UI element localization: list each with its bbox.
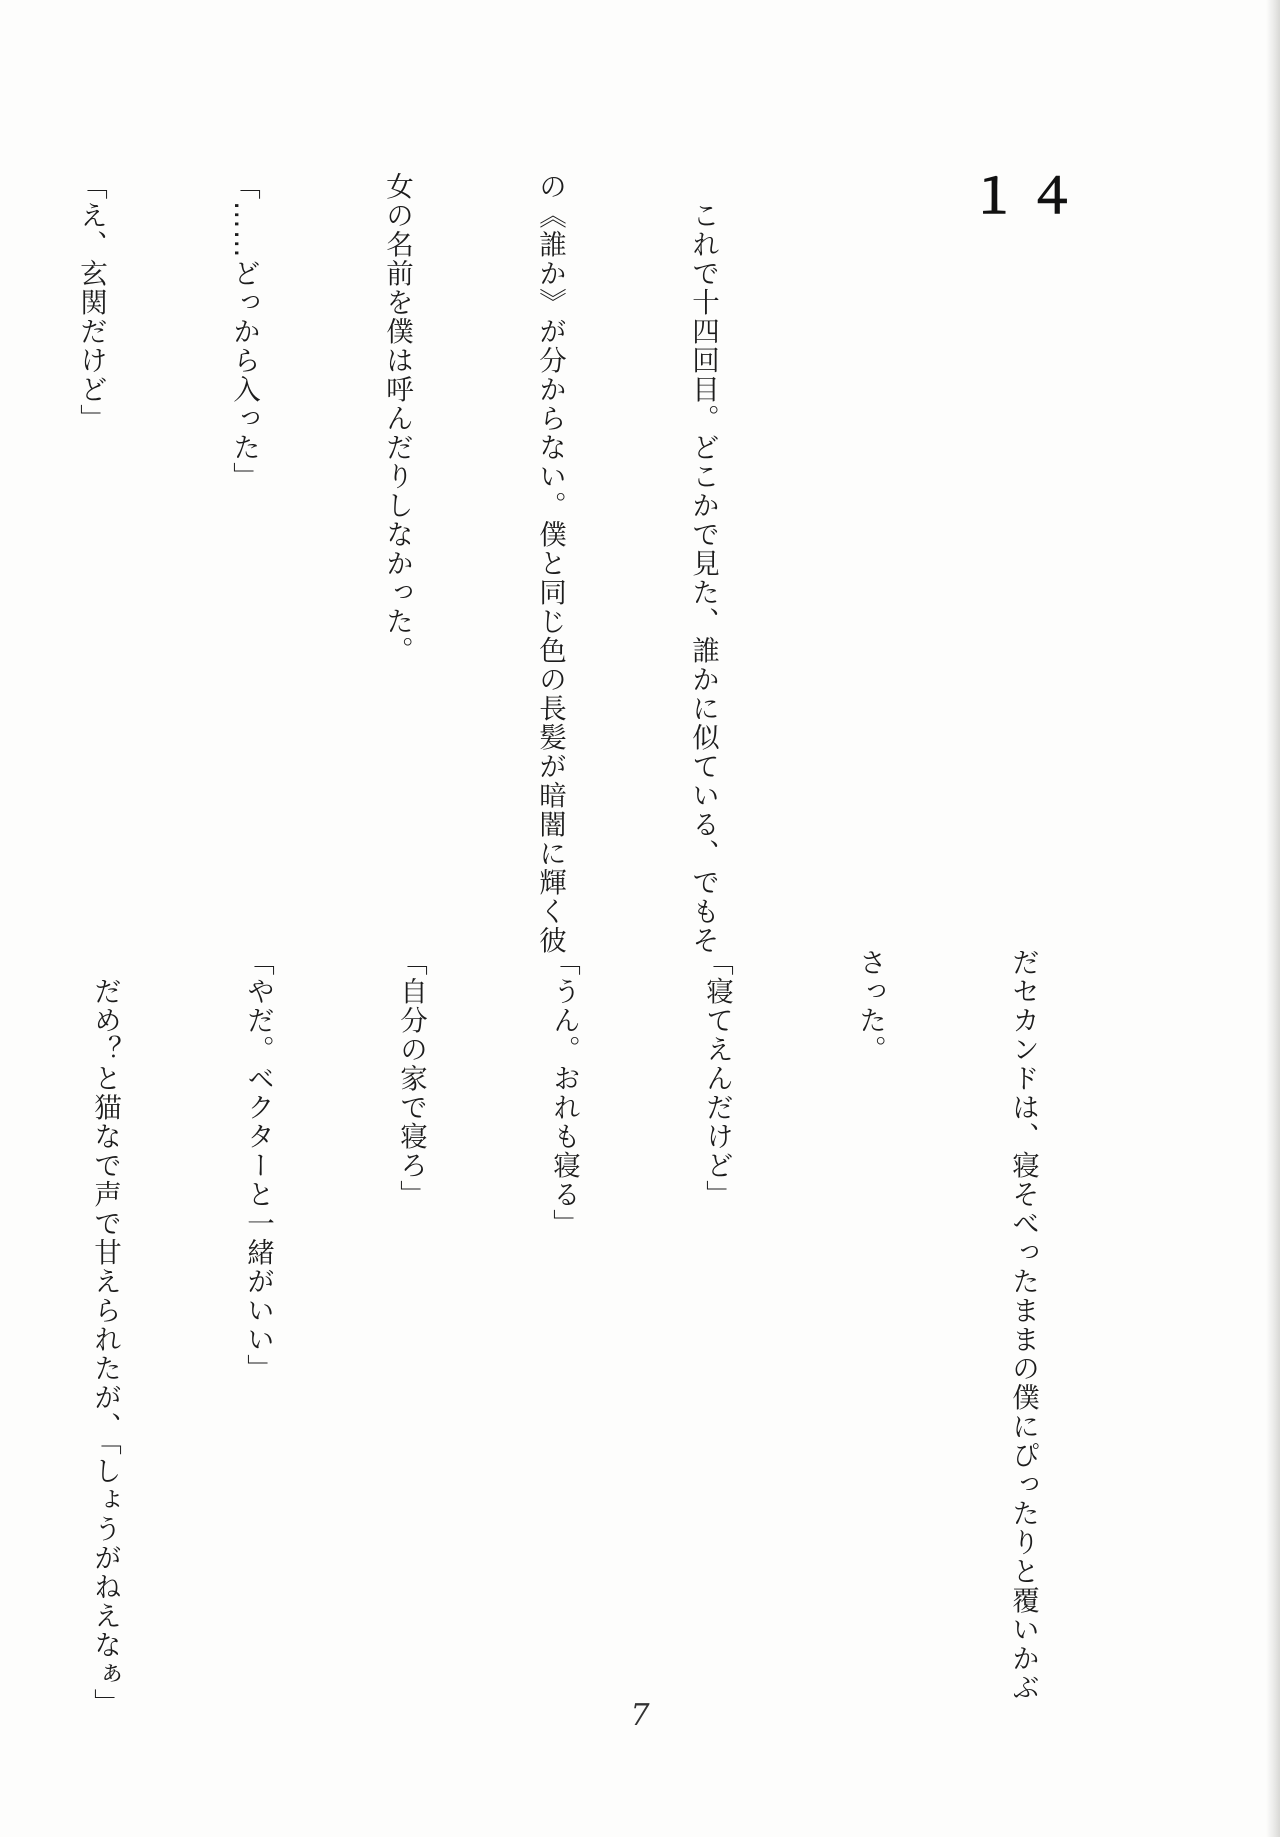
text-line: 女の名前を僕は呼んだりしなかった。 bbox=[381, 172, 413, 665]
page-edge-shadow bbox=[1266, 0, 1280, 1837]
text-line: 「自分の家で寝ろ」 bbox=[395, 948, 427, 1209]
text-line: 「うん。おれも寝る」 bbox=[548, 948, 580, 1238]
text-line: 「やだ。ベクターと一緒がいい」 bbox=[242, 948, 274, 1383]
text-line: 「……どっから入った」 bbox=[228, 172, 260, 491]
text-block-upper bbox=[0, 172, 830, 955]
text-block-lower bbox=[0, 948, 1150, 1718]
text-line: これで十四回目。どこかで見た、誰かに似ている、でもそ bbox=[687, 172, 719, 955]
text-line: の《誰か》が分からない。僕と同じ色の長髪が暗闇に輝く彼 bbox=[534, 172, 566, 955]
text-line: 「寝てえんだけど」 bbox=[701, 948, 733, 1209]
page-number: 7 bbox=[630, 1698, 650, 1733]
text-line: だセカンドは、寝そべったままの僕にぴったりと覆いかぶ bbox=[1007, 948, 1039, 1702]
text-line: 「え、玄関だけど」 bbox=[75, 172, 107, 433]
text-line: さった。 bbox=[854, 948, 886, 1064]
chapter-number: １４ bbox=[969, 169, 1086, 225]
text-line: だめ？と猫なで声で甘えられたが、「しょうがねえなぁ」 bbox=[89, 948, 121, 1718]
